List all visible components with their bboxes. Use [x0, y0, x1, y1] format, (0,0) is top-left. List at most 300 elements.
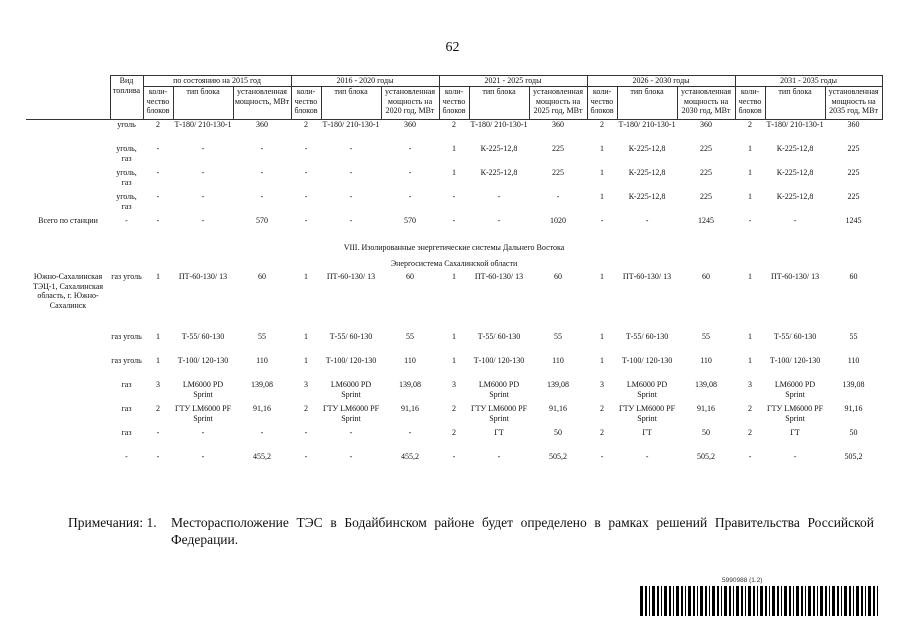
barcode-bar — [753, 586, 755, 616]
barcode-bar — [796, 586, 799, 616]
count-cell: 2 — [600, 120, 605, 129]
barcode-bar — [709, 586, 710, 616]
barcode-bar — [760, 586, 763, 616]
capacity-cell: 1245 — [698, 216, 715, 225]
count-cell: 3 — [304, 380, 308, 389]
capacity-cell: 360 — [552, 120, 565, 129]
barcode-bar — [748, 586, 751, 616]
barcode-bar — [861, 586, 863, 616]
barcode-bar — [793, 586, 794, 616]
count-cell: 2 — [304, 120, 308, 129]
fuel-cell: уголь, газ — [116, 192, 137, 211]
type-cell: ГТУ LM6000 PF Sprint — [322, 404, 380, 423]
capacity-cell: 225 — [700, 192, 713, 201]
count-cell: - — [156, 192, 160, 201]
count-header: коли-чество блоков — [291, 87, 321, 120]
capacity-cell: - — [260, 144, 264, 153]
barcode-bar — [769, 586, 770, 616]
type-cell: Т-100/ 120-130 — [177, 356, 229, 365]
type-cell: Т-180/ 210-130-1 — [766, 120, 824, 129]
barcode-bar — [868, 586, 871, 616]
fuel-cell: уголь, газ — [116, 168, 137, 187]
fuel-cell: газ уголь — [111, 356, 142, 365]
capacity-cell: 139,08 — [399, 380, 421, 389]
barcode-bar — [844, 586, 847, 616]
count-cell: 1 — [452, 168, 457, 177]
type-cell: Т-55/ 60-130 — [329, 332, 373, 341]
barcode-bar — [645, 586, 647, 616]
type-header: тип блока — [173, 87, 233, 120]
footnote-text: Месторасположение ТЭС в Бодайбинском районе будет определено в рамках решений Правительства Российской Федерации. — [171, 515, 874, 547]
barcode-bar — [877, 586, 878, 616]
barcode-bar — [649, 586, 650, 616]
barcode-bar — [717, 586, 719, 616]
count-cell: 1 — [304, 272, 308, 281]
capacity-cell: 50 — [702, 428, 711, 437]
barcode-bar — [865, 586, 866, 616]
barcode-bar — [685, 586, 686, 616]
type-cell: - — [349, 168, 353, 177]
count-cell: 2 — [600, 428, 605, 437]
capacity-header: установленная мощность, МВт — [233, 87, 291, 120]
barcode-bar — [856, 586, 859, 616]
period-header: 2021 - 2025 годы — [439, 76, 587, 87]
station-name-cell — [26, 192, 110, 216]
capacity-cell: 225 — [700, 144, 713, 153]
type-cell: Т-55/ 60-130 — [181, 332, 225, 341]
fuel-cell: газ — [121, 380, 132, 389]
barcode-bar — [661, 586, 662, 616]
type-cell: - — [201, 144, 205, 153]
capacity-cell: 110 — [404, 356, 416, 365]
barcode-bar — [813, 586, 815, 616]
count-cell: 3 — [748, 380, 753, 389]
capacity-cell: 1020 — [550, 216, 567, 225]
count-cell: - — [304, 428, 308, 437]
barcode-bar — [664, 586, 667, 616]
capacity-cell: 225 — [700, 168, 713, 177]
barcode-bar — [837, 586, 839, 616]
period-header: по состоянию на 2015 год — [143, 76, 291, 87]
count-cell: 1 — [156, 332, 160, 341]
type-cell: К-225-12,8 — [480, 144, 518, 153]
station-name-cell — [26, 452, 110, 476]
type-cell: ГТУ LM6000 PF Sprint — [767, 404, 824, 423]
capacity-cell: 360 — [847, 120, 860, 129]
table-row — [26, 192, 882, 216]
capacity-cell: 55 — [258, 332, 266, 341]
station-name-cell — [26, 332, 110, 356]
count-cell: - — [748, 452, 752, 461]
count-cell: 1 — [748, 272, 753, 281]
type-cell: LM6000 PD Sprint — [774, 380, 816, 399]
capacity-cell: - — [408, 168, 412, 177]
table-row — [26, 216, 882, 240]
count-cell: - — [600, 216, 604, 225]
table-row — [26, 356, 882, 380]
capacity-cell: 505,2 — [844, 452, 863, 461]
count-cell: - — [304, 192, 308, 201]
count-cell: 2 — [452, 404, 457, 413]
station-name-cell — [26, 356, 110, 380]
type-cell: Т-180/ 210-130-1 — [174, 120, 232, 129]
barcode-bar — [853, 586, 854, 616]
type-cell: - — [349, 428, 353, 437]
barcode-bar — [705, 586, 707, 616]
barcode-bar — [697, 586, 698, 616]
barcode-bar — [741, 586, 743, 616]
barcode-bar — [733, 586, 734, 616]
capacity-cell: 110 — [847, 356, 860, 365]
footnote — [68, 514, 874, 548]
barcode — [640, 586, 882, 616]
capacity-cell: 139,08 — [547, 380, 570, 389]
barcode-bar — [700, 586, 703, 616]
generation-table — [26, 75, 883, 476]
barcode-bar — [693, 586, 695, 616]
capacity-cell: 60 — [258, 272, 266, 281]
capacity-cell: 55 — [554, 332, 563, 341]
barcode-bar — [721, 586, 722, 616]
capacity-cell: - — [260, 168, 264, 177]
type-cell: - — [201, 428, 205, 437]
count-cell: 1 — [452, 272, 457, 281]
type-cell: - — [201, 192, 205, 201]
barcode-bar — [724, 586, 727, 616]
count-cell: 1 — [748, 144, 753, 153]
barcode-bar — [808, 586, 811, 616]
capacity-cell: 225 — [847, 168, 860, 177]
type-cell: К-225-12,8 — [776, 168, 814, 177]
type-cell: - — [793, 452, 797, 461]
count-cell: 1 — [748, 168, 753, 177]
count-cell: 1 — [304, 356, 308, 365]
type-cell: К-225-12,8 — [628, 144, 666, 153]
table-row — [26, 404, 882, 428]
count-cell: 2 — [748, 404, 753, 413]
count-cell: 1 — [600, 168, 605, 177]
barcode-bar — [745, 586, 746, 616]
type-cell: Т-55/ 60-130 — [477, 332, 521, 341]
capacity-cell: 91,16 — [253, 404, 271, 413]
type-cell: - — [349, 144, 353, 153]
type-cell: К-225-12,8 — [776, 192, 814, 201]
type-cell: - — [793, 216, 797, 225]
type-header: тип блока — [469, 87, 529, 120]
count-cell: - — [304, 168, 308, 177]
count-cell: - — [156, 428, 160, 437]
count-cell: - — [304, 144, 308, 153]
type-cell: Т-100/ 120-130 — [325, 356, 377, 365]
type-cell: Т-180/ 210-130-1 — [322, 120, 380, 129]
capacity-cell: - — [408, 192, 412, 201]
count-cell: - — [304, 452, 308, 461]
station-name-cell — [26, 380, 110, 404]
capacity-cell: 139,08 — [695, 380, 718, 389]
fuel-cell: газ — [121, 404, 132, 413]
barcode-number: 5990988 (1.2) — [722, 577, 763, 584]
type-cell: Т-55/ 60-130 — [625, 332, 669, 341]
fuel-cell: газ уголь — [111, 272, 142, 281]
capacity-cell: - — [556, 192, 560, 201]
section-title: VIII. Изолированные энергетические системы Дальнего Востока — [343, 243, 565, 253]
capacity-cell: 225 — [847, 144, 860, 153]
type-cell: - — [497, 216, 501, 225]
type-cell: ГТ — [790, 428, 800, 437]
count-cell: - — [452, 452, 456, 461]
capacity-cell: - — [408, 428, 412, 437]
count-cell: 2 — [748, 428, 753, 437]
barcode-bar — [777, 586, 779, 616]
capacity-cell: - — [260, 192, 264, 201]
station-name-cell — [26, 144, 110, 168]
capacity-cell: 360 — [256, 120, 268, 129]
count-header: коли-чество блоков — [735, 87, 765, 120]
capacity-cell: 455,2 — [253, 452, 271, 461]
table-row — [26, 380, 882, 404]
barcode-bar — [820, 586, 823, 616]
capacity-cell: 91,16 — [697, 404, 716, 413]
table-row — [26, 428, 882, 452]
type-cell: К-225-12,8 — [628, 192, 666, 201]
barcode-bar — [873, 586, 875, 616]
capacity-cell: 505,2 — [697, 452, 716, 461]
count-cell: 1 — [600, 332, 605, 341]
count-header: коли-чество блоков — [143, 87, 173, 120]
count-cell: - — [748, 216, 752, 225]
count-cell: - — [452, 216, 456, 225]
table-row — [26, 272, 882, 332]
type-header: тип блока — [617, 87, 677, 120]
count-cell: 1 — [600, 356, 605, 365]
type-cell: ГТУ LM6000 PF Sprint — [470, 404, 528, 423]
type-cell: LM6000 PD Sprint — [626, 380, 668, 399]
capacity-header: установленная мощность на 2035 год, МВт — [825, 87, 882, 120]
capacity-cell: 60 — [702, 272, 711, 281]
count-cell: 3 — [600, 380, 605, 389]
table-section-titles — [26, 240, 882, 272]
type-cell: ПТ-60-130/ 13 — [474, 272, 524, 281]
capacity-cell: 570 — [404, 216, 416, 225]
type-cell: Т-100/ 120-130 — [769, 356, 821, 365]
barcode-bar — [772, 586, 775, 616]
type-cell: ГТУ LM6000 PF Sprint — [174, 404, 232, 423]
barcode-bar — [712, 586, 715, 616]
count-cell: 1 — [748, 192, 753, 201]
count-cell: 1 — [156, 356, 160, 365]
capacity-header: установленная мощность на 2025 год, МВт — [529, 87, 587, 120]
capacity-cell: 50 — [849, 428, 858, 437]
barcode-bar — [657, 586, 659, 616]
count-cell: - — [600, 452, 604, 461]
count-cell: - — [452, 192, 456, 201]
capacity-cell: 91,16 — [549, 404, 568, 413]
table-body-top — [26, 120, 882, 241]
count-cell: 1 — [748, 356, 753, 365]
type-header: тип блока — [765, 87, 825, 120]
barcode-bar — [652, 586, 655, 616]
type-cell: ГТУ LM6000 PF Sprint — [618, 404, 676, 423]
capacity-cell: 1245 — [845, 216, 862, 225]
capacity-cell: - — [408, 144, 412, 153]
fuel-cell: - — [125, 216, 128, 225]
count-cell: - — [156, 144, 160, 153]
barcode-bar — [688, 586, 691, 616]
type-header: тип блока — [321, 87, 381, 120]
capacity-cell: 570 — [256, 216, 268, 225]
table-row — [26, 168, 882, 192]
barcode-bar — [729, 586, 731, 616]
count-cell: 2 — [304, 404, 308, 413]
page-number: 62 — [445, 40, 460, 55]
fuel-cell: - — [125, 452, 128, 461]
capacity-cell: 360 — [700, 120, 713, 129]
capacity-cell: 225 — [552, 144, 565, 153]
count-cell: 2 — [452, 120, 457, 129]
count-header: коли-чество блоков — [587, 87, 617, 120]
count-cell: 1 — [600, 272, 605, 281]
barcode-bar — [681, 586, 683, 616]
type-cell: ПТ-60-130/ 13 — [622, 272, 672, 281]
count-cell: - — [156, 168, 160, 177]
type-cell: LM6000 PD Sprint — [182, 380, 224, 399]
barcode-bar — [784, 586, 787, 616]
barcode-bar — [676, 586, 679, 616]
type-cell: Т-55/ 60-130 — [773, 332, 817, 341]
count-cell: 3 — [452, 380, 457, 389]
table-body-bottom — [26, 272, 882, 476]
type-cell: Т-100/ 120-130 — [473, 356, 525, 365]
table-row — [26, 452, 882, 476]
period-header: 2031 - 2035 годы — [735, 76, 882, 87]
type-cell: К-225-12,8 — [628, 168, 666, 177]
capacity-cell: 55 — [406, 332, 414, 341]
count-cell: 1 — [304, 332, 308, 341]
count-cell: 1 — [600, 192, 605, 201]
station-name-cell — [26, 120, 110, 145]
fuel-cell: уголь — [117, 120, 136, 129]
type-cell: К-225-12,8 — [480, 168, 518, 177]
count-cell: 1 — [452, 332, 457, 341]
period-header: 2016 - 2020 годы — [291, 76, 439, 87]
type-cell: - — [645, 216, 649, 225]
table-row — [26, 332, 882, 356]
capacity-cell: 60 — [554, 272, 563, 281]
capacity-cell: 360 — [404, 120, 416, 129]
station-column-header — [26, 76, 110, 120]
table-row — [26, 120, 882, 145]
capacity-cell: - — [260, 428, 264, 437]
capacity-header: установленная мощность на 2030 год, МВт — [677, 87, 735, 120]
count-header: коли-чество блоков — [439, 87, 469, 120]
station-name-cell — [26, 404, 110, 428]
barcode-bar — [849, 586, 851, 616]
count-cell: 2 — [156, 120, 160, 129]
station-name-cell — [26, 168, 110, 192]
capacity-cell: 91,16 — [401, 404, 419, 413]
type-cell: ПТ-60-130/ 13 — [326, 272, 376, 281]
count-cell: 2 — [452, 428, 457, 437]
fuel-cell: газ уголь — [111, 332, 142, 341]
capacity-cell: 60 — [849, 272, 858, 281]
barcode-bar — [841, 586, 842, 616]
type-cell: ПТ-60-130/ 13 — [178, 272, 228, 281]
type-cell: Т-180/ 210-130-1 — [618, 120, 676, 129]
type-cell: Т-180/ 210-130-1 — [470, 120, 528, 129]
barcode-bar — [781, 586, 782, 616]
barcode-bar — [801, 586, 803, 616]
barcode-bar — [805, 586, 806, 616]
count-cell: - — [156, 452, 160, 461]
period-header: 2026 - 2030 годы — [587, 76, 735, 87]
station-name-cell: Всего по станции — [38, 216, 98, 225]
type-cell: - — [349, 216, 353, 225]
capacity-header: установленная мощность на 2020 год, МВт — [381, 87, 439, 120]
count-cell: - — [304, 216, 308, 225]
type-cell: - — [497, 452, 501, 461]
barcode-bar — [789, 586, 791, 616]
fuel-column-header: Вид топлива — [110, 76, 143, 120]
capacity-cell: 139,08 — [842, 380, 865, 389]
fuel-cell: уголь, газ — [116, 144, 137, 163]
capacity-cell: 110 — [256, 356, 268, 365]
barcode-bar — [765, 586, 767, 616]
count-cell: 2 — [156, 404, 160, 413]
fuel-cell: газ — [121, 428, 132, 437]
capacity-cell: 50 — [554, 428, 563, 437]
table-row — [26, 144, 882, 168]
capacity-cell: 91,16 — [844, 404, 863, 413]
table-header — [26, 76, 882, 120]
count-cell: - — [156, 216, 160, 225]
capacity-cell: 110 — [552, 356, 564, 365]
barcode-bar — [829, 586, 830, 616]
barcode-bar — [736, 586, 739, 616]
barcode-bar — [817, 586, 818, 616]
type-cell: LM6000 PD Sprint — [478, 380, 520, 399]
barcode-bar — [669, 586, 671, 616]
type-cell: - — [201, 168, 205, 177]
type-cell: - — [349, 452, 353, 461]
type-cell: ПТ-60-130/ 13 — [770, 272, 820, 281]
capacity-cell: 139,08 — [251, 380, 273, 389]
type-cell: - — [201, 216, 205, 225]
footnote-label: Примечания: 1. — [68, 515, 157, 530]
count-cell: 2 — [600, 404, 605, 413]
capacity-cell: 55 — [702, 332, 711, 341]
type-cell: К-225-12,8 — [776, 144, 814, 153]
type-cell: ГТ — [494, 428, 504, 437]
capacity-cell: 225 — [552, 168, 565, 177]
capacity-cell: 505,2 — [549, 452, 568, 461]
type-cell: Т-100/ 120-130 — [621, 356, 673, 365]
capacity-cell: 225 — [847, 192, 860, 201]
count-cell: 2 — [748, 120, 753, 129]
type-cell: - — [497, 192, 501, 201]
count-cell: 1 — [156, 272, 160, 281]
type-cell: - — [201, 452, 205, 461]
type-cell: - — [349, 192, 353, 201]
type-cell: LM6000 PD Sprint — [330, 380, 372, 399]
capacity-cell: 55 — [849, 332, 858, 341]
barcode-bar — [673, 586, 674, 616]
count-cell: 3 — [156, 380, 160, 389]
count-cell: 1 — [600, 144, 605, 153]
count-cell: 1 — [748, 332, 753, 341]
capacity-cell: 110 — [700, 356, 712, 365]
barcode-bar — [757, 586, 758, 616]
station-name-cell: Южно-Сахалинская ТЭЦ-1, Сахалинская область, г. Южно-Сахалинск — [32, 272, 104, 310]
